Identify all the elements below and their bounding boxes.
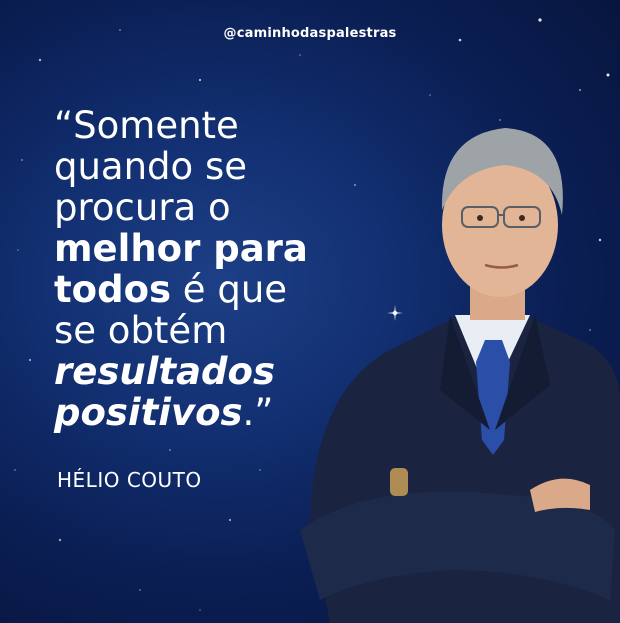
- author-name: HÉLIO COUTO: [57, 468, 202, 492]
- instagram-handle: @caminhodaspalestras: [223, 26, 397, 41]
- quote-line-3: procura o: [54, 186, 231, 229]
- quote-emphasis-resultados: resultados: [54, 350, 275, 393]
- quote-line-2: quando se: [54, 145, 247, 188]
- quote-line-5-rest: é que: [171, 268, 288, 311]
- quote-emphasis-positivos: positivos: [54, 391, 243, 434]
- quote-closing: .”: [242, 391, 274, 434]
- quote-line-1: “Somente: [54, 104, 239, 147]
- wristwatch: [390, 468, 408, 496]
- speaker-photo: [290, 100, 620, 623]
- quote-emphasis-melhor-para: melhor para: [54, 227, 308, 270]
- quote-line-6: se obtém: [54, 309, 228, 352]
- quote-emphasis-todos: todos: [54, 268, 172, 311]
